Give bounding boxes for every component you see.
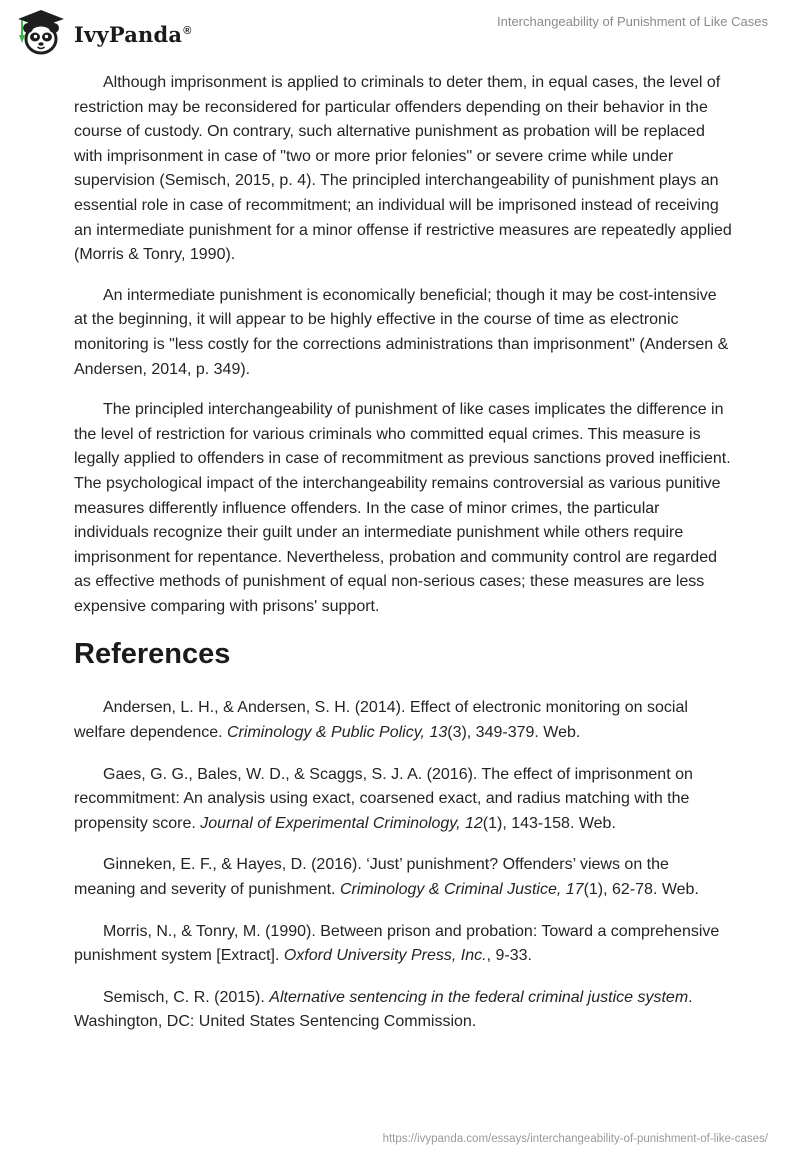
reference-item: Semisch, C. R. (2015). Alternative sentencing in the federal criminal justice system. Washington, DC: United States Sentencing Commission.: [74, 988, 693, 1031]
reference-item: Morris, N., & Tonry, M. (1990). Between prison and probation: Toward a comprehensive punishment system [Extract]. Oxford University Press, Inc., 9-33.: [74, 922, 720, 965]
references-heading: References: [74, 638, 231, 671]
document-title: Interchangeability of Punishment of Like Cases: [497, 14, 768, 29]
reference-item: Ginneken, E. F., & Hayes, D. (2016). ‘Just’ punishment? Offenders’ views on the meaning and severity of punishment. Criminology & Criminal Justice, 17(1), 62-78. Web.: [74, 856, 699, 899]
body-paragraph-2: An intermediate punishment is economically beneficial; though it may be cost-intensive at the beginning, it will appear to be highly effective in the course of time as electronic monitoring is "less costly for the corrections administrations than imprisonment" (Andersen & Andersen, 2014, p. 349).: [74, 286, 729, 378]
brand-logo[interactable]: [14, 8, 192, 56]
page-header: [0, 0, 800, 64]
footer-source-url[interactable]: https://ivypanda.com/essays/interchangeability-of-punishment-of-like-cases/: [382, 1133, 768, 1145]
reference-item: Gaes, G. G., Bales, W. D., & Scaggs, S. J. A. (2016). The effect of imprisonment on recommitment: An analysis using exact, coarsened exact, and radius matching with the propensity score. Journal of Experimental Criminology, 12(1), 143-158. Web.: [74, 765, 693, 832]
body-paragraph-1: Although imprisonment is applied to criminals to deter them, in equal cases, the level of restriction may be reconsidered for particular offenders depending on their behavior in the course of custody. On contrary, such alternative punishment as probation will be replaced with imprisonment in case of "two or more prior felonies" or severe crime while under supervision (Semisch, 2015, p. 4). The principled interchangeability of punishment plays an essential role in case of recommitment; an individual will be imprisoned instead of receiving an intermediate punishment for a minor offense if restrictive measures are repeatedly applied (Morris & Tonry, 1990).: [74, 74, 732, 264]
body-paragraph-3: The principled interchangeability of punishment of like cases implicates the difference in the level of restriction for various criminals who committed equal crimes. This measure is legally applied to offenders in case of recommitment as previous sanctions proved inefficient. The psychological impact of the interchangeability remains controversial as various punitive measures differently influence offenders. In the case of minor crimes, the particular individuals recognize their guilt under an intermediate punishment while others require imprisonment for repentance. Nevertheless, probation and community control are regarded as effective methods of punishment of equal non-serious cases; these measures are less expensive comparing with prisons' support.: [74, 401, 731, 615]
panda-graduate-icon: [14, 8, 68, 56]
brand-name: IvyPanda®: [74, 21, 192, 47]
essay-content: [74, 71, 734, 1052]
reference-item: Andersen, L. H., & Andersen, S. H. (2014). Effect of electronic monitoring on social welfare dependence. Criminology & Public Policy, 13(3), 349-379. Web.: [74, 699, 688, 742]
